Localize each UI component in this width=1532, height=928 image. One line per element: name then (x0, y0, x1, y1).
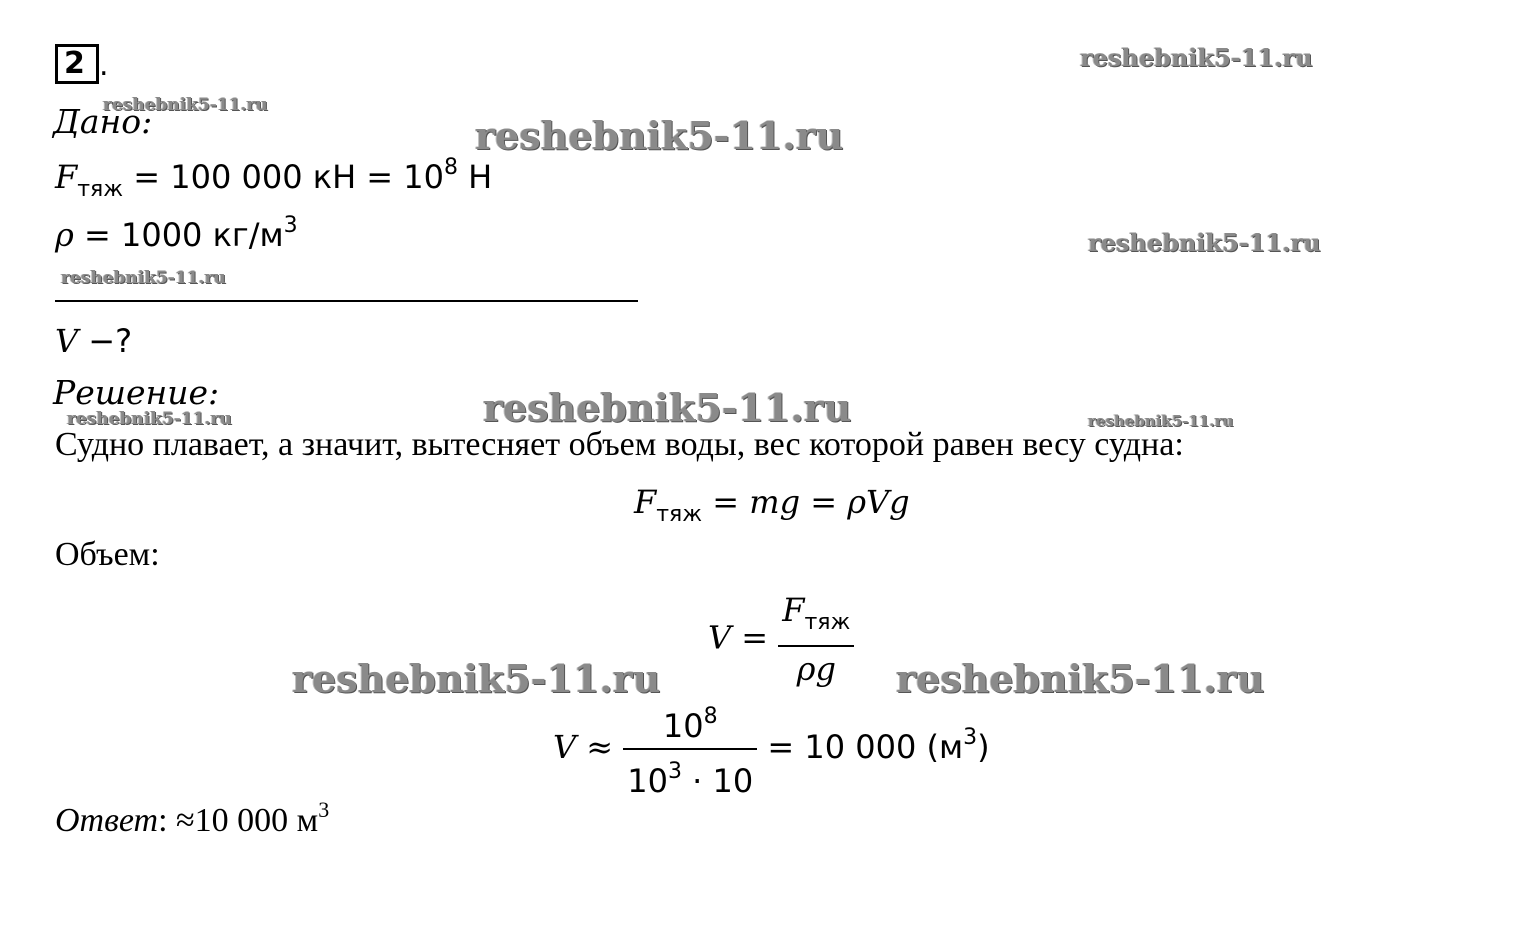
watermark: reshebnik5-11.ru (483, 385, 852, 430)
watermark: reshebnik5-11.ru (1080, 43, 1313, 72)
formula-volume-numerator: $F_{тяж}$ (782, 591, 851, 635)
force-exp: 8 (444, 155, 458, 180)
watermark: reshebnik5-11.ru (103, 95, 268, 115)
formula-numeric-result-end: ) (977, 728, 990, 766)
find-var: V (55, 322, 79, 360)
answer-exp: 3 (318, 797, 330, 822)
density-exp: 3 (283, 213, 298, 238)
find-line (55, 322, 132, 360)
force-sub: тяж (77, 177, 124, 202)
formula-numeric-result: = 10 000 (м (757, 728, 964, 766)
formula-volume-numeric (553, 695, 990, 803)
formula-weight-rest: = mg = ρVg (702, 483, 910, 521)
watermark: reshebnik5-11.ru (67, 409, 232, 429)
force-unit: Н (458, 158, 493, 196)
solution-text-2: Объем: (55, 536, 160, 573)
given-density-line (55, 213, 298, 254)
density-value: = 1000 кг/м (73, 216, 284, 254)
formula-numeric-result-exp: 3 (963, 725, 978, 750)
formula-weight-f: F (634, 483, 657, 521)
solution-heading: Решение: (53, 373, 220, 412)
formula-weight (634, 483, 910, 527)
formula-volume-lhs: V = (708, 618, 769, 657)
watermark: reshebnik5-11.ru (61, 268, 226, 288)
watermark: reshebnik5-11.ru (1088, 228, 1321, 257)
formula-volume-denominator: ρg (796, 650, 836, 688)
watermark: reshebnik5-11.ru (896, 656, 1265, 701)
given-force-line (55, 155, 492, 202)
force-var: F (55, 158, 78, 196)
formula-volume (708, 588, 854, 691)
given-heading: Дано: (53, 102, 153, 141)
problem-number-suffix: . (99, 48, 109, 83)
formula-volume-fraction (778, 588, 854, 691)
answer-line (55, 797, 329, 840)
formula-numeric-numerator: $10^8$ (662, 704, 718, 745)
watermark: reshebnik5-11.ru (1088, 412, 1234, 430)
density-var: ρ (55, 216, 74, 254)
answer-value: : ≈10 000 м (158, 802, 319, 839)
problem-number: 2 (55, 44, 99, 84)
solution-text-1: Судно плавает, а значит, вытесняет объем воды, вес которой равен весу судна: (55, 426, 1184, 463)
watermark: reshebnik5-11.ru (292, 656, 661, 701)
formula-numeric-lhs: V ≈ (553, 728, 614, 766)
given-divider (55, 300, 638, 302)
formula-numeric-fraction (623, 695, 757, 803)
find-rest: −? (78, 322, 133, 360)
watermark: reshebnik5-11.ru (475, 113, 844, 158)
force-value: = 100 000 кН = 10 (123, 158, 444, 196)
formula-weight-sub: тяж (656, 502, 703, 527)
answer-label: Ответ (55, 802, 159, 839)
formula-numeric-denominator: $10^3 \cdot 10$ (627, 759, 754, 800)
